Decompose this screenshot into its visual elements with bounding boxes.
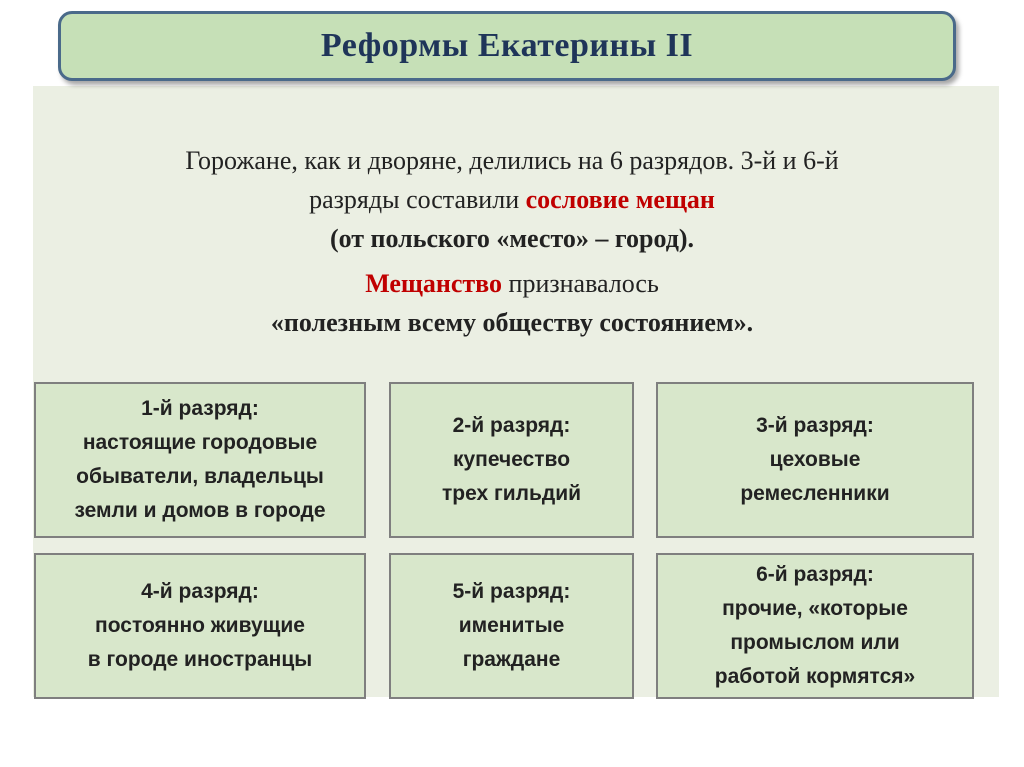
category-box-1	[34, 382, 366, 538]
category-line: именитые	[458, 614, 565, 637]
category-line: цеховые	[769, 448, 861, 471]
category-heading: 2-й разряд:	[452, 414, 571, 437]
intro-line-5: «полезным всему обществу состоянием».	[270, 308, 754, 337]
category-heading: 5-й разряд:	[452, 580, 571, 603]
intro-line-2	[40, 180, 984, 219]
category-line: постоянно живущие	[95, 614, 305, 637]
category-box-4	[34, 553, 366, 699]
category-line: в городе иностранцы	[87, 648, 313, 671]
intro-line-3: (от польского «место» – город).	[329, 224, 695, 253]
intro-line-2-prefix: разряды составили	[309, 185, 526, 214]
category-box-6	[656, 553, 974, 699]
estate-highlight: сословие мещан	[525, 185, 715, 214]
category-line: трех гильдий	[441, 482, 582, 505]
intro-line-4-suffix: признавалось	[502, 269, 659, 298]
category-line: промыслом или	[730, 631, 900, 654]
category-line: прочие, «которые	[722, 597, 908, 620]
category-line: обыватели, владельцы	[76, 465, 324, 488]
intro-line-1: Горожане, как и дворяне, делились на 6 разрядов. 3-й и 6-й	[185, 146, 839, 175]
category-line: земли и домов в городе	[74, 499, 326, 522]
category-box-5	[389, 553, 634, 699]
category-line: настоящие городовые	[82, 431, 318, 454]
page-title: Реформы Екатерины II	[320, 27, 694, 64]
intro-text	[40, 141, 984, 342]
meshchanstvo-highlight: Мещанство	[365, 269, 503, 298]
intro-line-4	[40, 264, 984, 303]
category-line: ремесленники	[740, 482, 890, 505]
category-heading: 1-й разряд:	[141, 397, 259, 420]
category-heading: 6-й разряд:	[756, 563, 874, 586]
category-box-3	[656, 382, 974, 538]
category-heading: 4-й разряд:	[141, 580, 259, 603]
category-line: граждане	[462, 648, 561, 671]
category-heading: 3-й разряд:	[756, 414, 874, 437]
category-line: работой кормятся»	[714, 665, 916, 688]
title-banner	[58, 11, 956, 81]
category-box-2	[389, 382, 634, 538]
category-line: купечество	[452, 448, 571, 471]
